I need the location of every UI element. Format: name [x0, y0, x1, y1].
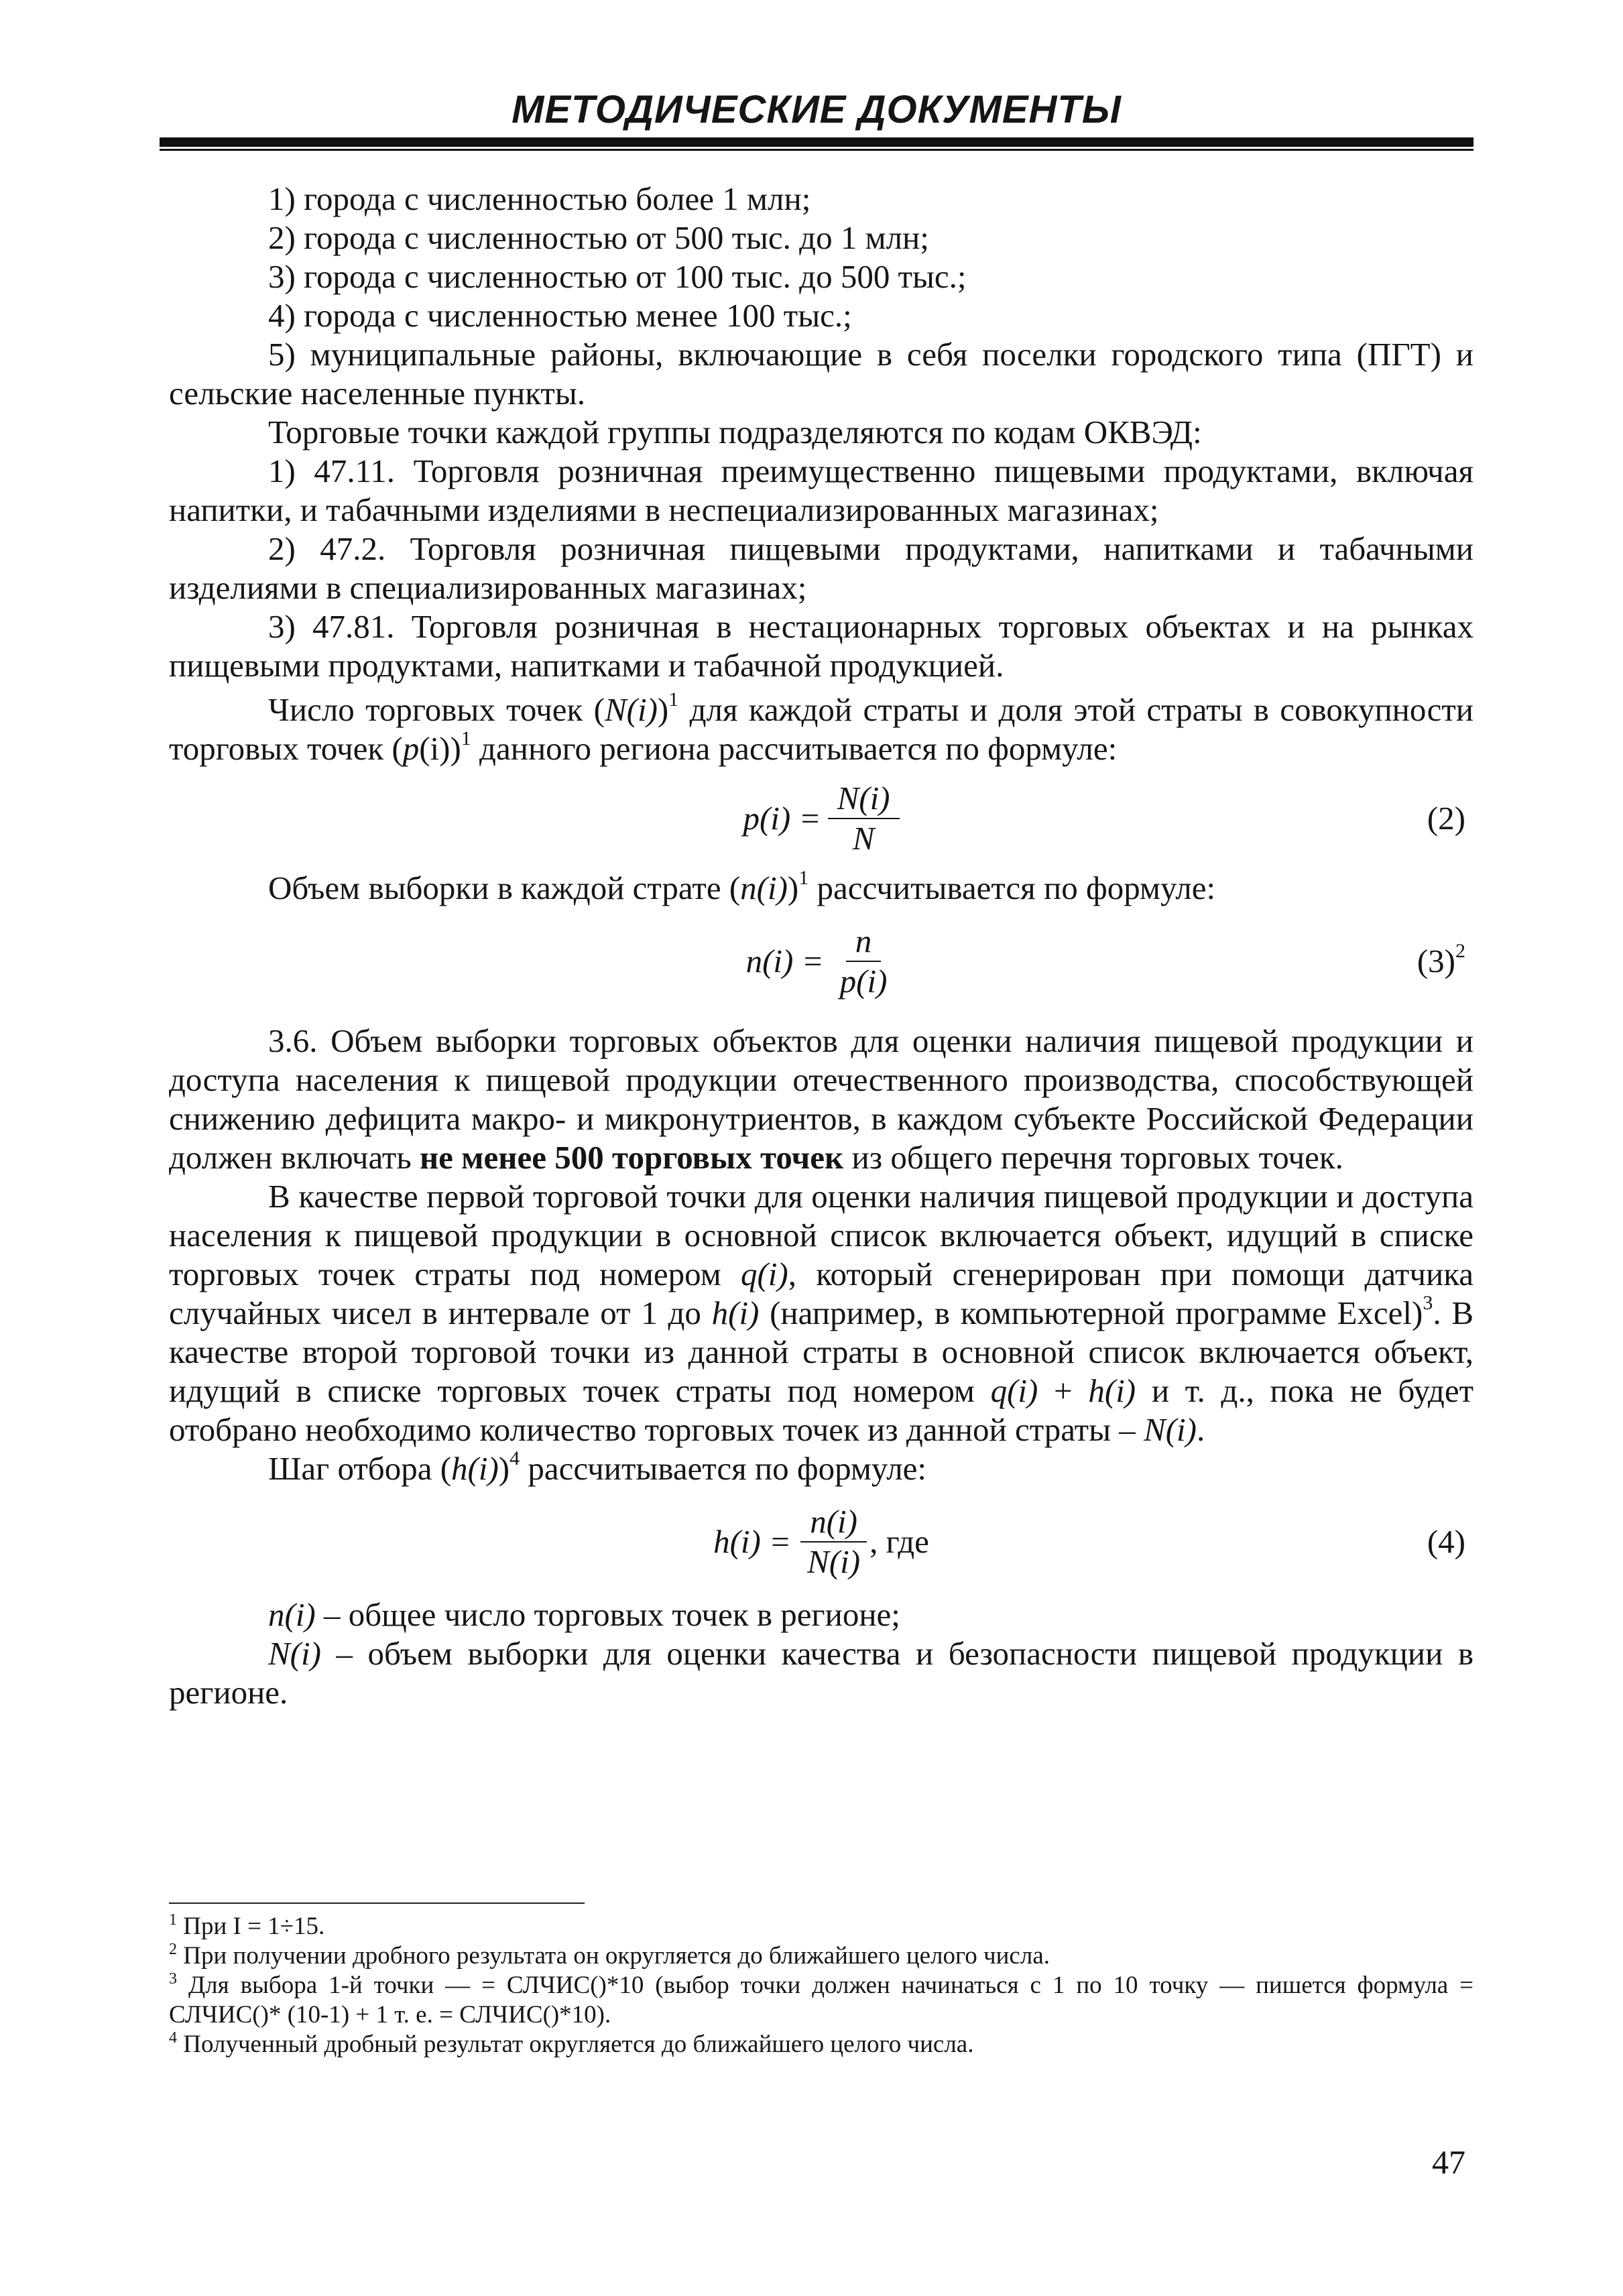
formula-2 [169, 768, 1474, 869]
fraction-numerator: n [846, 922, 882, 962]
formula-4 [169, 1488, 1474, 1595]
formula-fraction [831, 922, 897, 1001]
paragraph-3-6: 3.6. Объем выборки торговых объектов для оценки наличия пищевой продукции и доступа населения к пищевой продукции отечественного производства, способствующей снижению дефицита макро- и микронутриентов, в каждом субъекте Российской Федерации должен включать не менее 500 торговых точек из общего перечня торговых точек. [169, 1022, 1474, 1176]
fraction-denominator: N [852, 820, 875, 857]
footnote: $^3$ Для выбора 1-й точки — = СЛЧИС()*10 (выбор точки должен начинаться с 1 по 10 точку — пишется формула = СЛЧИС()* (10-1) + 1 т. е. = СЛЧИС()*10). [169, 1970, 1474, 2029]
list-item: 4) города с численностью менее 100 тыс.; [268, 297, 852, 334]
footnote: $^1$ При I = 1÷15. [169, 1911, 325, 1940]
list-item: 2) города с численностью от 500 тыс. до 1 млн; [268, 219, 929, 256]
page-number: 47 [1432, 2143, 1465, 2181]
formula-number: $(3)^2$ [1417, 940, 1465, 979]
footnotes [169, 1912, 1474, 2059]
footnote: $^4$ Полученный дробный результат округляется до ближайшего целого числа. [169, 2029, 974, 2058]
fraction-denominator: p(i) [839, 963, 888, 1000]
paragraph-first-point: В качестве первой торговой точки для оценки наличия пищевой продукции и доступа населения к пищевой продукции в основной список включается объект, идущий в списке торговых точек страты под номером q(i), который сгенерирован при помощи датчика случайных чисел в интервале от 1 до h(i) (например, в компьютерной программе Excel)$^3$. В качестве второй торговой точки из данной страты в основной список включается объект, идущий в списке торговых точек страты под номером q(i) + h(i) и т. д., пока не будет отобрано необходимо количество торговых точек из данной страты – N(i). [169, 1178, 1474, 1448]
definition-N: N(i) – объем выборки для оценки качества и безопасности пищевой продукции в регионе. [169, 1635, 1474, 1711]
footnote: $^2$ При получении дробного результата он округляется до ближайшего целого числа. [169, 1941, 1050, 1970]
okved-item: 2) 47.2. Торговля розничная пищевыми продуктами, напитками и табачными изделиями в специализированных магазинах; [169, 530, 1474, 606]
list-item: 3) города с численностью от 100 тыс. до 500 тыс.; [268, 258, 967, 295]
formula-fraction [828, 779, 900, 858]
formula-3 [169, 908, 1474, 1015]
formula-lhs: n(i) = [745, 943, 824, 979]
formula-suffix: , где [869, 1523, 929, 1560]
body-text [169, 180, 1474, 1712]
header-title: МЕТОДИЧЕСКИЕ ДОКУМЕНТЫ [512, 88, 1122, 131]
paragraph-stratum-count: Число торговых точек $(N(i))^1$ для каждой страты и доля этой страты в совокупности торговых точек $(p(i))^1$ данного региона рассчитывается по формуле: [169, 688, 1474, 767]
footnote-rule [169, 1902, 585, 1904]
okved-item: 3) 47.81. Торговля розничная в нестационарных торговых объектах и на рынках пищевыми продуктами, напитками и табачной продукцией. [169, 608, 1474, 684]
formula-lhs: h(i) = [713, 1523, 792, 1560]
okved-item: 1) 47.11. Торговля розничная преимущественно пищевыми продуктами, включая напитки, и табачными изделиями в неспециализированных магазинах; [169, 452, 1474, 528]
paragraph-step: Шаг отбора $(h(i))^4$ рассчитывается по формуле: [268, 1447, 927, 1487]
list-item: 1) города с численностью более 1 млн; [268, 180, 811, 217]
definition-n: n(i) – общее число торговых точек в регионе; [268, 1596, 900, 1633]
paragraph-sample-size: Объем выборки в каждой страте $(n(i))^1$ рассчитывается по формуле: [268, 867, 1216, 906]
list-item: 5) муниципальные районы, включающие в себя поселки городского типа (ПГТ) и сельские населенные пункты. [169, 336, 1474, 412]
header-rule-thin [160, 149, 1474, 151]
formula-number: (2) [1427, 800, 1465, 837]
fraction-denominator: N(i) [807, 1543, 861, 1580]
formula-lhs: p(i) = [743, 800, 821, 837]
header-rule-thick [160, 137, 1474, 147]
formula-fraction [798, 1502, 869, 1581]
fraction-numerator: n(i) [800, 1502, 867, 1543]
fraction-numerator: N(i) [828, 779, 900, 819]
formula-number: (4) [1427, 1523, 1465, 1560]
okved-intro: Торговые точки каждой группы подразделяются по кодам ОКВЭД: [268, 414, 1202, 450]
